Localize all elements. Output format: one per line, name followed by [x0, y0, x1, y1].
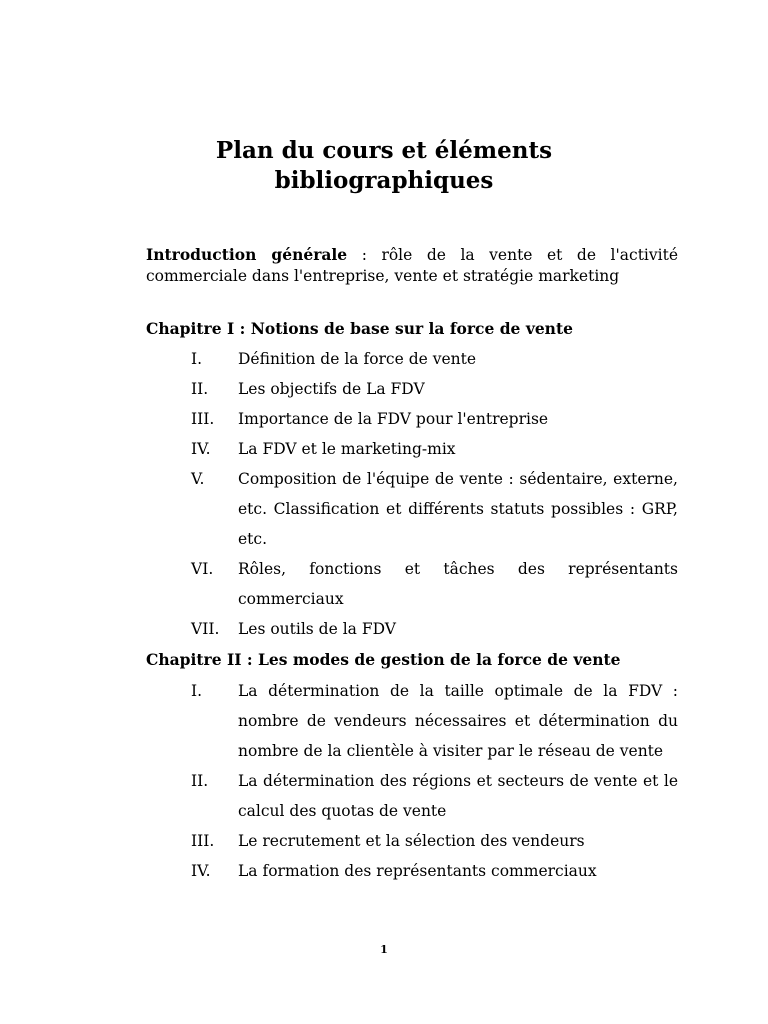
list-item: [146, 344, 678, 374]
introduction-paragraph: [146, 244, 678, 287]
item-number: V.: [191, 470, 205, 488]
item-text: La formation des représentants commerciaux: [238, 862, 597, 880]
item-text: La détermination des régions et secteurs de vente et le calcul des quotas de vente: [238, 772, 678, 820]
page-title: [0, 136, 768, 196]
item-number: IV.: [191, 862, 211, 880]
item-text: La détermination de la taille optimale de la FDV : nombre de vendeurs nécessaires et détermination du nombre de la clientèle à visiter par le réseau de vente: [238, 682, 678, 760]
title-line-2: bibliographiques: [274, 167, 494, 194]
list-item: [146, 826, 678, 856]
chapter-1-heading: Chapitre I : Notions de base sur la force de vente: [146, 319, 573, 338]
item-number: II.: [191, 380, 209, 398]
list-item: [146, 374, 678, 404]
item-number: VI.: [191, 560, 214, 578]
introduction-label: Introduction générale: [146, 245, 348, 264]
item-number: IV.: [191, 440, 211, 458]
item-number: III.: [191, 410, 215, 428]
list-item: [146, 676, 678, 766]
item-text: Définition de la force de vente: [238, 350, 477, 368]
item-number: II.: [191, 772, 209, 790]
item-text: Les outils de la FDV: [238, 620, 396, 638]
list-item: [146, 464, 678, 554]
chapter-2-heading: Chapitre II : Les modes de gestion de la force de vente: [146, 650, 621, 669]
introduction-text: : rôle de la vente et de l'activité commerciale dans l'entreprise, vente et stratégie marketing: [146, 246, 678, 285]
list-item: [146, 766, 678, 826]
item-text: Importance de la FDV pour l'entreprise: [238, 410, 549, 428]
item-number: III.: [191, 832, 215, 850]
item-number: VII.: [191, 620, 220, 638]
item-text: La FDV et le marketing-mix: [238, 440, 456, 458]
list-item: [146, 856, 678, 886]
page-number: 1: [380, 943, 388, 956]
chapter-1-list: [146, 344, 678, 644]
title-line-1: Plan du cours et éléments: [215, 137, 553, 164]
list-item: [146, 554, 678, 614]
item-text: Le recrutement et la sélection des vendeurs: [238, 832, 585, 850]
chapter-2-list: [146, 676, 678, 886]
item-number: I.: [191, 350, 203, 368]
item-text: Rôles, fonctions et tâches des représentants commerciaux: [238, 560, 678, 608]
item-text: Composition de l'équipe de vente : sédentaire, externe, etc. Classification et différents statuts possibles : GRP, etc.: [238, 470, 678, 548]
list-item: [146, 434, 678, 464]
list-item: [146, 614, 678, 644]
list-item: [146, 404, 678, 434]
item-number: I.: [191, 682, 203, 700]
item-text: Les objectifs de La FDV: [238, 380, 425, 398]
